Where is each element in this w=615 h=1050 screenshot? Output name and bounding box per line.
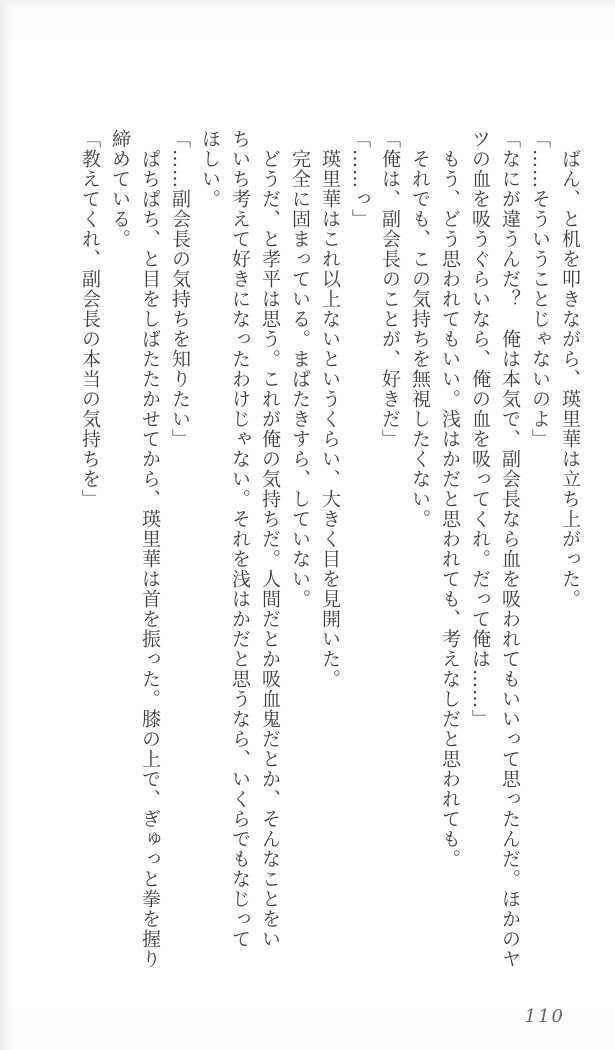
text-line: それでも、この気持ちを無視したくない。 [409, 129, 431, 529]
text-line: 「俺は、副会長のことが、好きだ」 [379, 129, 401, 449]
text-line: 「……そういうことじゃないのよ」 [529, 129, 551, 449]
text-line: 「教えてくれ、副会長の本当の気持ちを」 [79, 129, 101, 509]
page-top-edge-shading [0, 0, 615, 9]
text-line: ばん、と机を叩きながら、瑛里華は立ち上がった。 [559, 129, 581, 609]
page-number: 110 [524, 1006, 565, 1027]
text-line: もう、どう思われてもいい。浅はかだと思われても、考えなしだと思われても。 [439, 129, 461, 869]
text-line: ツの血を吸うぐらいなら、俺の血を吸ってくれ。だって俺は……」 [469, 129, 491, 729]
text-line: 「……副会長の気持ちを知りたい」 [169, 129, 191, 449]
text-line: ぱちぱち、と目をしばたたかせてから、瑛里華は首を振った。膝の上で、ぎゅっと拳を握り [139, 129, 161, 969]
text-line: 「なにが違うんだ？ 俺は本気で、副会長なら血を吸われてもいいって思ったんだ。ほかのヤ [499, 129, 521, 969]
text-line: どうだ、と孝平は思う。これが俺の気持ちだ。人間だとか吸血鬼だとか、そんなことをい [259, 129, 281, 949]
text-line: ほしい。 [199, 129, 221, 209]
text-line: 瑛里華はこれ以上ないというくらい、大きく目を見開いた。 [319, 129, 341, 689]
vertical-text-block [75, 129, 585, 975]
page-left-edge-shading [0, 0, 14, 1050]
text-line: 「……っ」 [349, 129, 371, 229]
text-line: 締めている。 [109, 129, 131, 249]
text-line: 完全に固まっている。まばたきすら、していない。 [289, 129, 311, 609]
text-line: ちいち考えて好きになったわけじゃない。それを浅はかだと思うなら、いくらでもなじって [229, 129, 251, 949]
